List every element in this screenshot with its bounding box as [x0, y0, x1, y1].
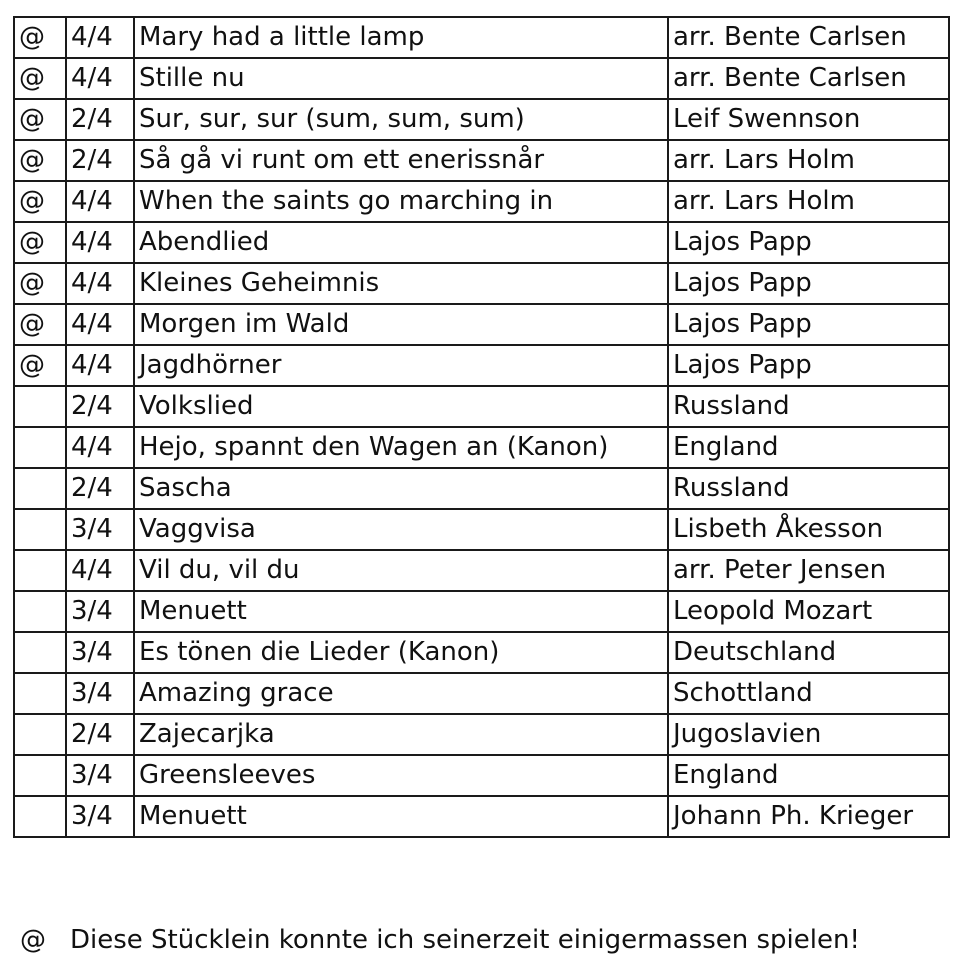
song-title-cell: When the saints go marching in [134, 181, 668, 222]
row-mark-cell [14, 427, 66, 468]
composer-cell: Leif Swennson [668, 99, 949, 140]
row-mark-cell [14, 714, 66, 755]
time-signature-cell: 2/4 [66, 714, 134, 755]
table-row [14, 17, 949, 58]
composer-cell: Russland [668, 468, 949, 509]
table-row [14, 345, 949, 386]
row-mark-cell: @ [14, 263, 66, 304]
table-row [14, 427, 949, 468]
time-signature-cell: 4/4 [66, 17, 134, 58]
row-mark-cell [14, 550, 66, 591]
table-row [14, 550, 949, 591]
composer-cell: England [668, 755, 949, 796]
time-signature-cell: 2/4 [66, 99, 134, 140]
song-title-cell: Zajecarjka [134, 714, 668, 755]
song-table-body [14, 17, 949, 837]
song-title-cell: Menuett [134, 796, 668, 837]
composer-cell: Lajos Papp [668, 222, 949, 263]
table-row [14, 222, 949, 263]
song-title-cell: Abendlied [134, 222, 668, 263]
time-signature-cell: 4/4 [66, 263, 134, 304]
row-mark-cell [14, 591, 66, 632]
song-title-cell: Greensleeves [134, 755, 668, 796]
composer-cell: arr. Lars Holm [668, 140, 949, 181]
song-title-cell: Kleines Geheimnis [134, 263, 668, 304]
composer-cell: arr. Lars Holm [668, 181, 949, 222]
time-signature-cell: 4/4 [66, 304, 134, 345]
time-signature-cell: 3/4 [66, 632, 134, 673]
row-mark-cell: @ [14, 140, 66, 181]
time-signature-cell: 3/4 [66, 673, 134, 714]
row-mark-cell: @ [14, 222, 66, 263]
song-title-cell: Hejo, spannt den Wagen an (Kanon) [134, 427, 668, 468]
time-signature-cell: 3/4 [66, 755, 134, 796]
table-row [14, 181, 949, 222]
table-row [14, 796, 949, 837]
row-mark-cell: @ [14, 58, 66, 99]
footnote [20, 922, 940, 958]
song-title-cell: Mary had a little lamp [134, 17, 668, 58]
time-signature-cell: 4/4 [66, 58, 134, 99]
composer-cell: Johann Ph. Krieger [668, 796, 949, 837]
composer-cell: Lajos Papp [668, 304, 949, 345]
row-mark-cell [14, 386, 66, 427]
time-signature-cell: 4/4 [66, 550, 134, 591]
composer-cell: England [668, 427, 949, 468]
row-mark-cell: @ [14, 17, 66, 58]
composer-cell: Lisbeth Åkesson [668, 509, 949, 550]
row-mark-cell [14, 468, 66, 509]
song-table [13, 16, 950, 838]
row-mark-cell [14, 632, 66, 673]
song-title-cell: Stille nu [134, 58, 668, 99]
table-row [14, 714, 949, 755]
table-row [14, 140, 949, 181]
song-title-cell: Så gå vi runt om ett enerissnår [134, 140, 668, 181]
row-mark-cell: @ [14, 181, 66, 222]
footnote-mark: @ [20, 925, 46, 955]
song-title-cell: Volkslied [134, 386, 668, 427]
table-row [14, 673, 949, 714]
song-title-cell: Es tönen die Lieder (Kanon) [134, 632, 668, 673]
table-row [14, 591, 949, 632]
time-signature-cell: 3/4 [66, 796, 134, 837]
row-mark-cell: @ [14, 304, 66, 345]
time-signature-cell: 3/4 [66, 509, 134, 550]
time-signature-cell: 4/4 [66, 222, 134, 263]
table-row [14, 99, 949, 140]
footnote-text: Diese Stücklein konnte ich seinerzeit einigermassen spielen! [70, 925, 860, 955]
row-mark-cell [14, 755, 66, 796]
table-row [14, 58, 949, 99]
table-row [14, 263, 949, 304]
composer-cell: Russland [668, 386, 949, 427]
row-mark-cell [14, 673, 66, 714]
table-row [14, 632, 949, 673]
song-title-cell: Vil du, vil du [134, 550, 668, 591]
composer-cell: arr. Peter Jensen [668, 550, 949, 591]
song-title-cell: Sur, sur, sur (sum, sum, sum) [134, 99, 668, 140]
table-row [14, 468, 949, 509]
time-signature-cell: 4/4 [66, 345, 134, 386]
composer-cell: Lajos Papp [668, 263, 949, 304]
song-title-cell: Amazing grace [134, 673, 668, 714]
time-signature-cell: 2/4 [66, 386, 134, 427]
row-mark-cell: @ [14, 345, 66, 386]
song-title-cell: Jagdhörner [134, 345, 668, 386]
row-mark-cell [14, 796, 66, 837]
time-signature-cell: 2/4 [66, 468, 134, 509]
song-title-cell: Morgen im Wald [134, 304, 668, 345]
table-row [14, 509, 949, 550]
time-signature-cell: 4/4 [66, 427, 134, 468]
composer-cell: Deutschland [668, 632, 949, 673]
table-row [14, 386, 949, 427]
time-signature-cell: 4/4 [66, 181, 134, 222]
composer-cell: Schottland [668, 673, 949, 714]
song-title-cell: Sascha [134, 468, 668, 509]
table-row [14, 304, 949, 345]
row-mark-cell [14, 509, 66, 550]
time-signature-cell: 3/4 [66, 591, 134, 632]
song-title-cell: Menuett [134, 591, 668, 632]
composer-cell: Lajos Papp [668, 345, 949, 386]
table-row [14, 755, 949, 796]
composer-cell: arr. Bente Carlsen [668, 58, 949, 99]
composer-cell: Jugoslavien [668, 714, 949, 755]
time-signature-cell: 2/4 [66, 140, 134, 181]
composer-cell: Leopold Mozart [668, 591, 949, 632]
row-mark-cell: @ [14, 99, 66, 140]
composer-cell: arr. Bente Carlsen [668, 17, 949, 58]
song-title-cell: Vaggvisa [134, 509, 668, 550]
